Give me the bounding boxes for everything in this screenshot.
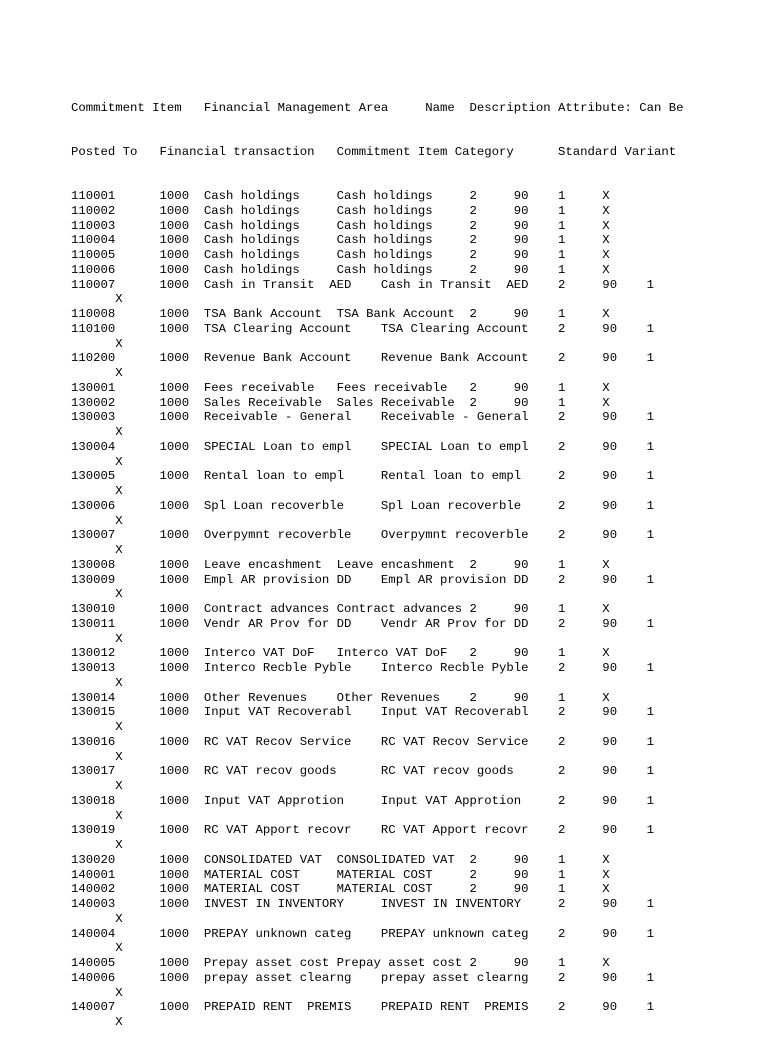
- list-item: 130008 1000 Leave encashment Leave encashment 2 90 1 X: [71, 557, 610, 572]
- list-item: 130007 1000 Overpymnt recoverble Overpymnt recoverble 2 90 1: [71, 528, 654, 543]
- list-item: X: [71, 911, 123, 926]
- list-item: 130002 1000 Sales Receivable Sales Receivable 2 90 1 X: [71, 395, 610, 410]
- commitment-item-list: [71, 189, 684, 1030]
- header-line-2: Posted To Financial transaction Commitment Item Category Standard Variant: [71, 144, 677, 159]
- list-item: 130004 1000 SPECIAL Loan to empl SPECIAL Loan to empl 2 90 1: [71, 439, 654, 454]
- list-item: 140007 1000 PREPAID RENT PREMIS PREPAID RENT PREMIS 2 90 1: [71, 1000, 654, 1015]
- list-item: 130009 1000 Empl AR provision DD Empl AR provision DD 2 90 1: [71, 572, 654, 587]
- list-item: X: [71, 484, 123, 498]
- list-item: 130001 1000 Fees receivable Fees receivable 2 90 1 X: [71, 380, 610, 395]
- list-item: 110007 1000 Cash in Transit AED Cash in Transit AED 2 90 1: [71, 277, 654, 292]
- list-item: 110004 1000 Cash holdings Cash holdings 2 90 1 X: [71, 233, 610, 248]
- list-item: 130015 1000 Input VAT Recoverabl Input VAT Recoverabl 2 90 1: [71, 705, 654, 720]
- list-item: X: [71, 292, 123, 307]
- list-item: 110003 1000 Cash holdings Cash holdings 2 90 1 X: [71, 218, 610, 233]
- list-item: 110008 1000 TSA Bank Account TSA Bank Account 2 90 1 X: [71, 307, 610, 321]
- list-item: X: [71, 808, 123, 823]
- list-item: 130003 1000 Receivable - General Receivable - General 2 90 1: [71, 410, 654, 425]
- list-item: X: [71, 838, 123, 852]
- list-item: 130016 1000 RC VAT Recov Service RC VAT Recov Service 2 90 1: [71, 734, 654, 749]
- list-item: X: [71, 941, 123, 956]
- list-item: 110001 1000 Cash holdings Cash holdings 2 90 1 X: [71, 189, 610, 203]
- list-item: 130020 1000 CONSOLIDATED VAT CONSOLIDATED VAT 2 90 1 X: [71, 852, 610, 867]
- list-item: X: [71, 587, 123, 602]
- list-item: X: [71, 336, 123, 351]
- list-item: 130011 1000 Vendr AR Prov for DD Vendr AR Prov for DD 2 90 1: [71, 616, 654, 631]
- list-item: X: [71, 366, 123, 380]
- list-item: X: [71, 985, 123, 1000]
- list-item: 110002 1000 Cash holdings Cash holdings 2 90 1 X: [71, 203, 610, 218]
- list-item: X: [71, 779, 123, 793]
- list-item: 110100 1000 TSA Clearing Account TSA Clearing Account 2 90 1: [71, 321, 654, 336]
- list-item: 140003 1000 INVEST IN INVENTORY INVEST IN INVENTORY 2 90 1: [71, 897, 654, 911]
- list-item: 110006 1000 Cash holdings Cash holdings 2 90 1 X: [71, 262, 610, 277]
- list-item: 140002 1000 MATERIAL COST MATERIAL COST 2 90 1 X: [71, 882, 610, 897]
- list-item: 140004 1000 PREPAY unknown categ PREPAY unknown categ 2 90 1: [71, 926, 654, 941]
- list-item: X: [71, 720, 123, 734]
- list-item: 130018 1000 Input VAT Approtion Input VAT Approtion 2 90 1: [71, 793, 654, 808]
- list-item: 140006 1000 prepay asset clearng prepay asset clearng 2 90 1: [71, 970, 654, 985]
- list-item: 110005 1000 Cash holdings Cash holdings 2 90 1 X: [71, 248, 610, 262]
- list-item: X: [71, 631, 123, 646]
- list-item: 130012 1000 Interco VAT DoF Interco VAT DoF 2 90 1 X: [71, 646, 610, 661]
- list-item: 110200 1000 Revenue Bank Account Revenue Bank Account 2 90 1: [71, 351, 654, 366]
- list-item: 130017 1000 RC VAT recov goods RC VAT recov goods 2 90 1: [71, 764, 654, 779]
- list-item: X: [71, 454, 123, 469]
- list-item: 130006 1000 Spl Loan recoverble Spl Loan recoverble 2 90 1: [71, 498, 654, 513]
- list-item: X: [71, 749, 123, 764]
- list-item: 130005 1000 Rental loan to empl Rental loan to empl 2 90 1: [71, 469, 654, 484]
- header-line-1: Commitment Item Financial Management Area Name Description Attribute: Can Be: [71, 100, 684, 115]
- list-item: X: [71, 543, 123, 557]
- list-item: 130014 1000 Other Revenues Other Revenues 2 90 1 X: [71, 690, 610, 705]
- list-item: X: [71, 1015, 123, 1029]
- list-item: 140005 1000 Prepay asset cost Prepay asset cost 2 90 1 X: [71, 956, 610, 970]
- list-item: X: [71, 675, 123, 690]
- list-item: 130010 1000 Contract advances Contract advances 2 90 1 X: [71, 602, 610, 616]
- list-item: 130019 1000 RC VAT Apport recovr RC VAT Apport recovr 2 90 1: [71, 823, 654, 838]
- list-item: 140001 1000 MATERIAL COST MATERIAL COST 2 90 1 X: [71, 867, 610, 882]
- list-item: 130013 1000 Interco Recble Pyble Interco Recble Pyble 2 90 1: [71, 661, 654, 675]
- list-item: X: [71, 513, 123, 528]
- list-item: X: [71, 425, 123, 439]
- document-text: [71, 71, 684, 1045]
